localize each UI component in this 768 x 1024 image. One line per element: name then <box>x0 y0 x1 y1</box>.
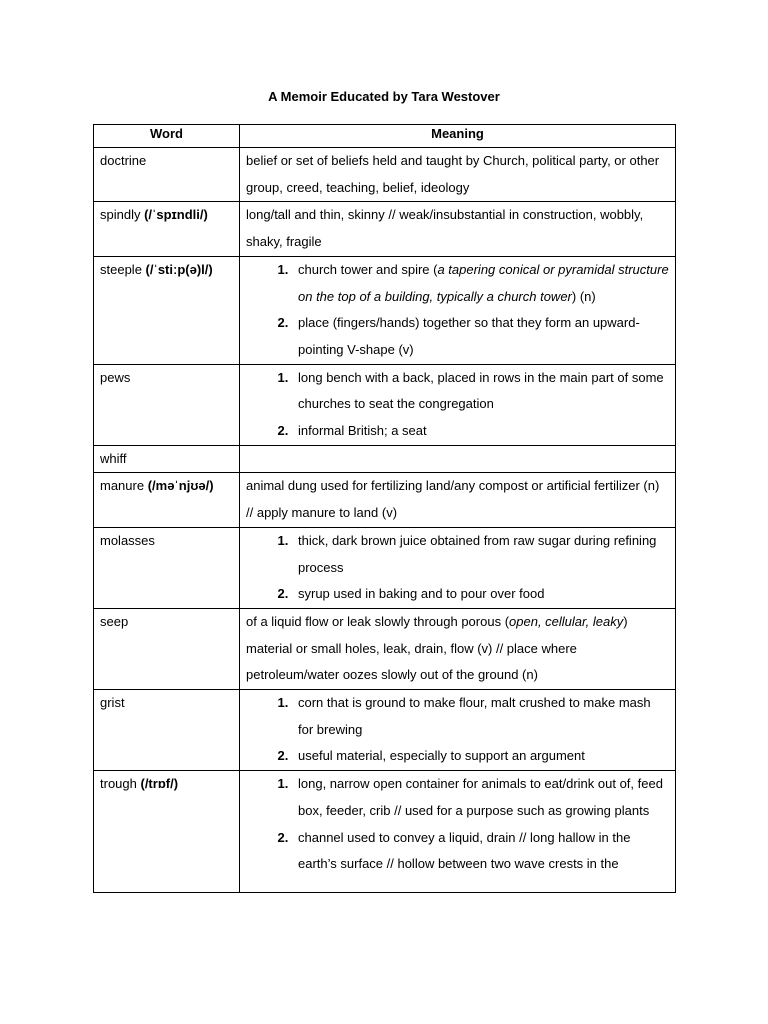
meaning-cell <box>240 527 676 608</box>
word-cell <box>94 608 240 689</box>
pronunciation: (/ˈspɪndli/) <box>144 207 208 223</box>
word-cell <box>94 256 240 364</box>
meaning-cell <box>240 690 676 771</box>
meaning-cell <box>240 256 676 364</box>
definition-list <box>246 771 669 878</box>
vocabulary-table <box>93 124 676 893</box>
table-row <box>94 771 676 893</box>
word-cell <box>94 445 240 473</box>
meaning-cell: belief or set of beliefs held and taught by Church, political party, or other group, creed, teaching, belief, ideology <box>240 148 676 202</box>
meaning-cell <box>240 771 676 893</box>
definition-item <box>292 528 669 581</box>
meaning-cell: animal dung used for fertilizing land/any compost or artificial fertilizer (n) // apply manure to land (v) <box>240 473 676 527</box>
document-title: A Memoir Educated by Tara Westover <box>268 89 500 104</box>
definition-list <box>246 257 669 364</box>
column-header-word: Word <box>94 125 240 148</box>
definition-item <box>292 365 669 418</box>
word-text: whiff <box>100 450 127 466</box>
definition-item <box>292 743 669 770</box>
word-text: steeple <box>100 261 146 277</box>
table-row <box>94 202 676 256</box>
table-row <box>94 445 676 473</box>
definition-text: channel used to convey a liquid, drain // long hallow in the earth’s surface // hollow between two wave crests in the <box>298 829 631 872</box>
table-row <box>94 148 676 202</box>
word-text: molasses <box>100 532 155 548</box>
table-row <box>94 690 676 771</box>
word-cell <box>94 690 240 771</box>
definition-text: useful material, especially to support an argument <box>298 748 585 764</box>
pronunciation: (/ˈstiːp(ə)l/) <box>145 261 213 277</box>
table-row <box>94 256 676 364</box>
definition-text: church tower and spire ( <box>298 261 438 277</box>
pronunciation: (/məˈnjʊə/) <box>147 478 214 494</box>
definition-item <box>292 418 669 445</box>
definition-item <box>292 257 669 310</box>
meaning-cell: long/tall and thin, skinny // weak/insubstantial in construction, wobbly, shaky, fragile <box>240 202 676 256</box>
word-cell <box>94 202 240 256</box>
definition-text: syrup used in baking and to pour over food <box>298 586 545 602</box>
definition-text: long bench with a back, placed in rows in the main part of some churches to seat the congregation <box>298 369 664 412</box>
word-cell <box>94 148 240 202</box>
word-text: doctrine <box>100 153 147 168</box>
definition-item <box>292 581 669 608</box>
word-cell <box>94 771 240 893</box>
word-cell <box>94 473 240 527</box>
word-cell <box>94 527 240 608</box>
table-row <box>94 527 676 608</box>
word-text: trough <box>100 776 141 792</box>
definition-text: place (fingers/hands) together so that they form an upward-pointing V-shape (v) <box>298 315 640 357</box>
definition-list <box>246 365 669 445</box>
meaning-clip <box>246 771 669 892</box>
word-text: pews <box>100 369 131 385</box>
meaning-italic: open, cellular, leaky <box>509 613 624 629</box>
definition-item <box>292 771 669 824</box>
word-text: spindly <box>100 207 145 223</box>
meaning-cell <box>240 445 676 473</box>
pronunciation: (/trɒf/) <box>140 776 179 792</box>
definition-text: long, narrow open container for animals to eat/drink out of, feed box, feeder, crib // used for a purpose such as growing plants <box>298 776 663 818</box>
table-row <box>94 473 676 527</box>
table-row <box>94 608 676 689</box>
definition-text: thick, dark brown juice obtained from raw sugar during refining process <box>298 532 657 575</box>
definition-list <box>246 690 669 770</box>
definition-text: informal British; a seat <box>298 423 427 439</box>
definition-list <box>246 528 669 608</box>
meaning-text: ) material or small holes, leak, drain, flow (v) // place where petroleum/water oozes slowly out of the ground (n) <box>246 613 628 683</box>
word-text: manure <box>100 478 148 494</box>
definition-text: corn that is ground to make flour, malt crushed to make mash for brewing <box>298 695 651 737</box>
meaning-cell <box>240 608 676 689</box>
definition-item <box>292 825 669 878</box>
definition-italic: a tapering conical or pyramidal structure on the top of a building, typically a church tower <box>298 261 669 304</box>
meaning-text: of a liquid flow or leak slowly through porous ( <box>246 613 510 629</box>
definition-text: ) (n) <box>571 288 596 304</box>
table-row <box>94 364 676 445</box>
definition-item <box>292 310 669 363</box>
meaning-cell <box>240 364 676 445</box>
word-text: seep <box>100 613 129 629</box>
table-header-row <box>94 125 676 148</box>
column-header-meaning: Meaning <box>240 125 676 148</box>
definition-item <box>292 690 669 743</box>
word-cell <box>94 364 240 445</box>
word-text: grist <box>100 695 125 711</box>
